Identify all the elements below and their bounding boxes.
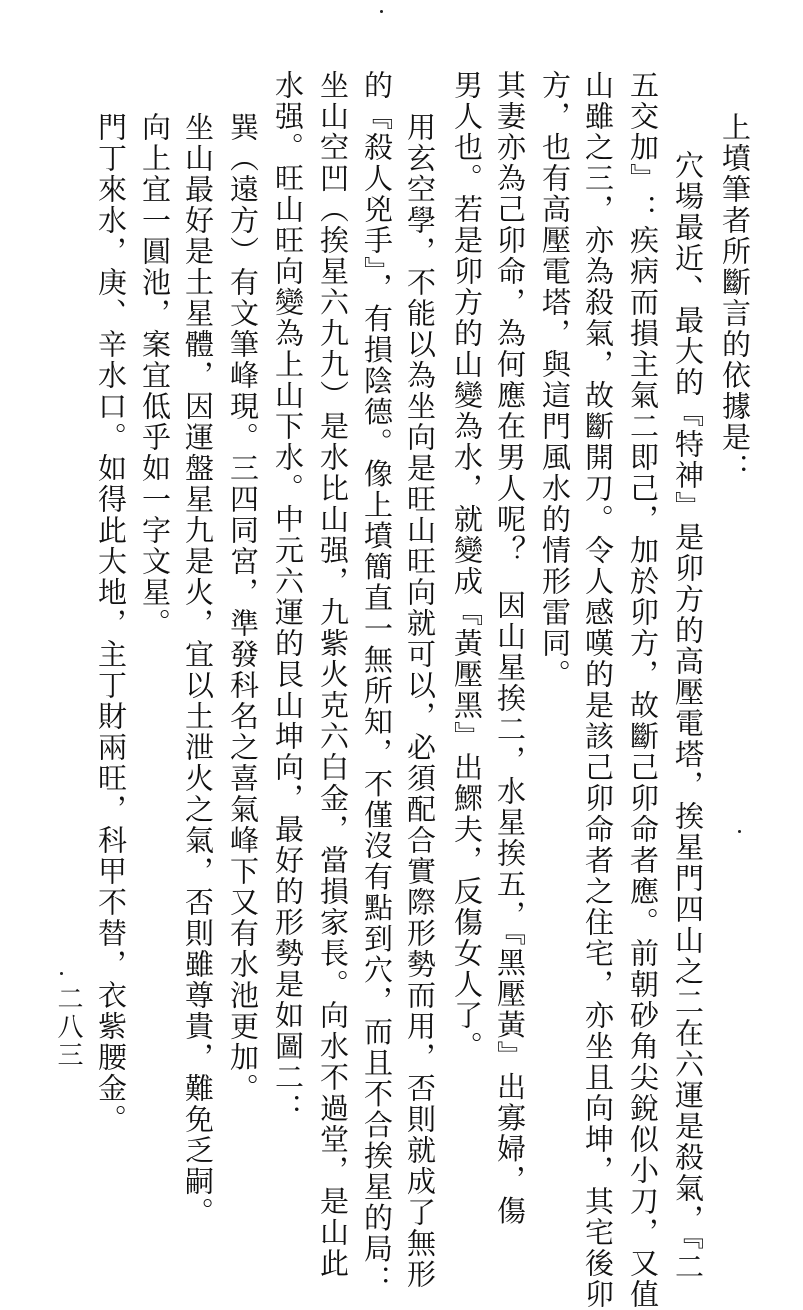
text-column-9: 的『殺人兇手』，有損陰德。像上墳簡直一無所知，不僅沒有點到穴，而且不合挨星的局： (360, 70, 394, 1296)
text-column-2: 穴場最近、最大的『特神』是卯方的高壓電塔，挨星門四山之二在六運是殺氣，『二 (671, 150, 705, 1283)
text-column-5: 方，也有高壓電塔，與這門風水的情形雷同。 (538, 70, 572, 690)
text-column-15: 門丁來水，庚、辛水口。如得此大地，主丁財兩旺，科甲不替，衣紫腰金。 (94, 112, 128, 1135)
text-column-13: 坐山最好是土星體，因運盤星九是火，宜以土泄火之氣，否則雖尊貴，難免乏嗣。 (181, 112, 215, 1228)
scan-speck (60, 972, 63, 975)
text-column-6b: 因山星挨二，水星挨五，『黑壓黃』出寡婦，傷 (493, 590, 527, 1227)
text-column-6: 其妻亦為己卯命，為何應在男人呢？ (493, 70, 527, 566)
text-column-3: 五交加』：疾病而損主氣二即己，加於卯方，故斷己卯命者應。前朝砂角尖銳似小刀，又值 (626, 70, 660, 1310)
text-column-1: 上墳筆者所斷言的依據是： (718, 112, 752, 484)
text-column-10: 坐山空凹（挨星六九九）是水比山强，九紫火克六白金，當損家長。向水不過堂，是山此 (316, 70, 350, 1279)
text-column-12: 巽（遠方）有文筆峰現。三四同宮，準發科名之喜氣峰下又有水池更加。 (226, 112, 260, 1104)
text-column-14: 向上宜一圓池，案宜低乎如一字文星。 (138, 112, 172, 639)
scan-speck (738, 830, 741, 833)
text-column-7: 男人也。若是卯方的山變為水，就變成『黃壓黑』出鰥夫，反傷女人了。 (450, 70, 484, 1062)
scan-speck (380, 10, 383, 13)
text-column-8: 用玄空學，不能以為坐向是旺山旺向就可以，必須配合實際形勢而用，否則就成了無形 (403, 112, 437, 1290)
text-column-4: 山雖之三，亦為殺氣，故斷開刀。令人感嘆的是該己卯命者之住宅，亦坐且向坤，其宅後卯 (581, 70, 615, 1310)
page-number: 二八三 (53, 985, 83, 1069)
text-column-11: 水强。旺山旺向變為上山下水。中元六運的艮山坤向，最好的形勢是如圖二： (271, 70, 305, 1124)
